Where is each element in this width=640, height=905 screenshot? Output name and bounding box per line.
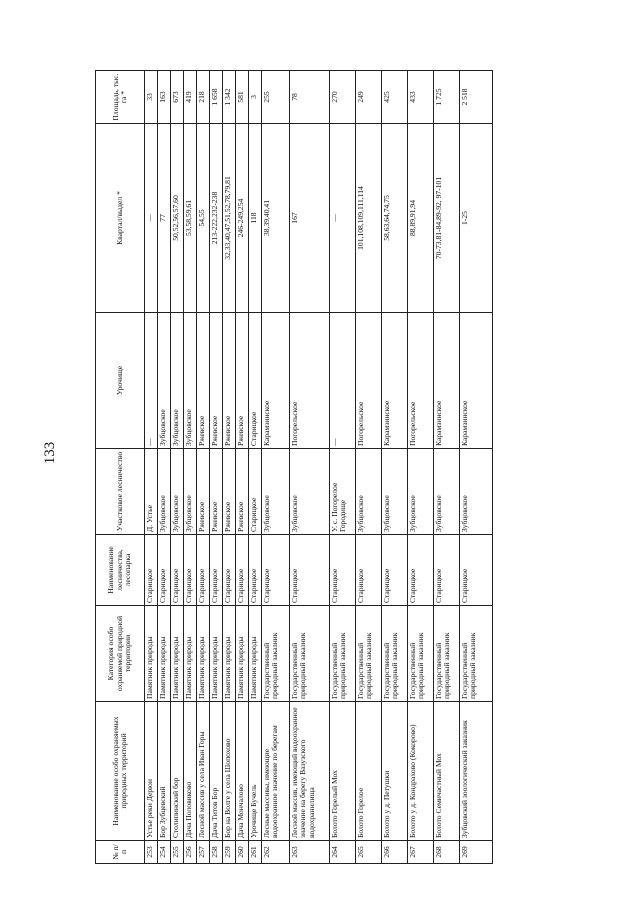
row-name: Болото у д. Кондрахово (Кокорово) [408,702,434,841]
row-district: Ржевское [210,449,223,535]
row-num: 264 [330,841,356,864]
header-quarters: Квартал/выдел * [96,124,145,313]
row-quarters: 50,52,56,57,60 [171,124,184,313]
row-num: 262 [262,841,290,864]
row-category: Государственный природный заказник [382,606,408,702]
row-forestry: Старицкое [158,535,171,606]
row-category: Государственный природный заказник [408,606,434,702]
row-tract: Ржевское [197,313,210,449]
row-quarters: 38,39,40,41 [262,124,290,313]
row-quarters: 54,55 [197,124,210,313]
row-name: Бор на Волге у села Шопохово [223,702,236,841]
row-district: Зубцовское [356,449,382,535]
row-num: 266 [382,841,408,864]
row-tract: — [145,313,158,449]
row-name: Лесной массив, имеющий водоохранное значение на берегу Вазузского водохранилища [290,702,330,841]
row-name: Зубцовский зоологический заказник [460,702,493,841]
row-tract: Карамзинское [460,313,493,449]
row-district: Ржевское [223,449,236,535]
row-district: Зубцовское [184,449,197,535]
row-forestry: Старицкое [145,535,158,606]
row-area: 419 [184,71,197,124]
row-quarters: 101,108,109,111,114 [356,124,382,313]
row-category: Государственный природный заказник [262,606,290,702]
row-tract: Карамзинское [382,313,408,449]
row-area: 673 [171,71,184,124]
row-district: Ржевское [197,449,210,535]
table-body [145,71,493,864]
row-name: Урочище Бучель [249,702,262,841]
row-category: Памятник природы [158,606,171,702]
row-forestry: Старицкое [460,535,493,606]
row-quarters: 53,58,59,61 [184,124,197,313]
row-area: 78 [290,71,330,124]
table-row [434,71,460,864]
row-name: Дача Половиково [184,702,197,841]
row-district: Зубцовское [408,449,434,535]
row-tract: — [330,313,356,449]
row-district: У. с. Погорелое Городище [330,449,356,535]
table-stage [95,71,489,864]
row-quarters: 58,63,64,74,75 [382,124,408,313]
row-category: Памятник природы [236,606,249,702]
table-row [236,71,249,864]
header-area: Площадь, тыс. га * [96,71,145,124]
row-area: 581 [236,71,249,124]
row-area: 1 725 [434,71,460,124]
row-name: Лесные массивы, имеющие водоохранное значение по берегам [262,702,290,841]
row-num: 260 [236,841,249,864]
row-num: 255 [171,841,184,864]
row-num: 269 [460,841,493,864]
row-forestry: Старицкое [249,535,262,606]
row-district: Зубцовское [434,449,460,535]
row-tract: Ржевское [210,313,223,449]
row-category: Памятник природы [249,606,262,702]
header-row [96,71,145,864]
row-category: Государственный природный заказник [330,606,356,702]
row-area: 1 658 [210,71,223,124]
row-area: 218 [197,71,210,124]
table-row [184,71,197,864]
row-forestry: Старицкое [408,535,434,606]
row-tract: Зубцовское [171,313,184,449]
row-area: 1 342 [223,71,236,124]
row-tract: Погорельское [356,313,382,449]
row-num: 268 [434,841,460,864]
row-forestry: Старицкое [197,535,210,606]
table-row [158,71,171,864]
row-area: 255 [262,71,290,124]
row-num: 253 [145,841,158,864]
protected-territories-table [95,70,493,864]
row-tract: Погорельское [290,313,330,449]
row-category: Памятник природы [223,606,236,702]
row-category: Памятник природы [210,606,223,702]
table-row [171,71,184,864]
page-number: 133 [42,441,58,465]
row-num: 258 [210,841,223,864]
table-row [262,71,290,864]
row-area: 425 [382,71,408,124]
row-tract: Погорельское [408,313,434,449]
row-forestry: Старицкое [290,535,330,606]
row-area: 433 [408,71,434,124]
row-category: Государственный природный заказник [434,606,460,702]
row-category: Государственный природный заказник [356,606,382,702]
row-quarters: 88,89,91,94 [408,124,434,313]
row-district: Зубцовское [262,449,290,535]
row-district: Зубцовское [158,449,171,535]
row-tract: Зубцовское [158,313,171,449]
header-category: Категория особо охраняемой природной территории [96,606,145,702]
row-category: Памятник природы [145,606,158,702]
table-row [249,71,262,864]
row-name: Болото Горелый Мох [330,702,356,841]
table-row [145,71,158,864]
row-num: 256 [184,841,197,864]
row-name: Бор Зубцевский [158,702,171,841]
row-area: 33 [145,71,158,124]
row-quarters: 70-73,81-84,89-92, 97-101 [434,124,460,313]
row-tract: Ржевское [236,313,249,449]
table-row [330,71,356,864]
row-tract: Старицкое [249,313,262,449]
row-quarters: 77 [158,124,171,313]
row-district: Зубцовское [382,449,408,535]
row-quarters: 118 [249,124,262,313]
header-num: № п/п [96,841,145,864]
row-name: Устье реки Дерюи [145,702,158,841]
row-area: 270 [330,71,356,124]
row-num: 254 [158,841,171,864]
row-category: Государственный природный заказник [290,606,330,702]
row-category: Памятник природы [184,606,197,702]
table-row [408,71,434,864]
row-quarters: 1-25 [460,124,493,313]
header-forestry: Наименование лесничества, лесопарка [96,535,145,606]
row-forestry: Старицкое [210,535,223,606]
table-row [223,71,236,864]
row-name: Дача Титов Бор [210,702,223,841]
row-num: 257 [197,841,210,864]
row-forestry: Старицкое [236,535,249,606]
row-forestry: Старицкое [434,535,460,606]
header-name: Наименование особо охраняемых природных территорий [96,702,145,841]
row-tract: Карамзинское [262,313,290,449]
row-name: Болото у д. Петушки [382,702,408,841]
row-district: Зубцовское [460,449,493,535]
table-row [197,71,210,864]
row-district: Старицкое [249,449,262,535]
row-category: Государственный природный заказник [460,606,493,702]
row-forestry: Старицкое [382,535,408,606]
row-quarters: 167 [290,124,330,313]
row-num: 259 [223,841,236,864]
row-forestry: Старицкое [171,535,184,606]
row-forestry: Старицкое [330,535,356,606]
row-district: Зубцовское [171,449,184,535]
row-num: 261 [249,841,262,864]
row-name: Болото Горелое [356,702,382,841]
row-category: Памятник природы [197,606,210,702]
row-quarters: — [330,124,356,313]
row-num: 267 [408,841,434,864]
row-name: Лесной массив у села Иван Горы [197,702,210,841]
table-row [356,71,382,864]
row-area: 163 [158,71,171,124]
row-tract: Карамзинское [434,313,460,449]
row-district: Зубцовское [290,449,330,535]
row-area: 3 [249,71,262,124]
row-tract: Зубцовское [184,313,197,449]
table-row [460,71,493,864]
row-district: Ржевское [236,449,249,535]
row-category: Памятник природы [171,606,184,702]
row-name: Болото Семичастный Мох [434,702,460,841]
row-forestry: Старицкое [356,535,382,606]
row-num: 263 [290,841,330,864]
row-quarters: 32,33,40,47,51,52,78,79,81 [223,124,236,313]
row-tract: Ржевское [223,313,236,449]
row-district: Д. Устье [145,449,158,535]
header-district: Участковое лесничество [96,449,145,535]
table-row [210,71,223,864]
row-forestry: Старицкое [223,535,236,606]
row-area: 249 [356,71,382,124]
table-row [290,71,330,864]
row-area: 2 518 [460,71,493,124]
row-forestry: Старицкое [262,535,290,606]
table-row [382,71,408,864]
row-quarters: 246-249,254 [236,124,249,313]
row-quarters: — [145,124,158,313]
header-tract: Урочище [96,313,145,449]
row-quarters: 213-222,232-238 [210,124,223,313]
row-num: 265 [356,841,382,864]
row-name: Дача Мончалово [236,702,249,841]
row-forestry: Старицкое [184,535,197,606]
row-name: Столипинский бор [171,702,184,841]
